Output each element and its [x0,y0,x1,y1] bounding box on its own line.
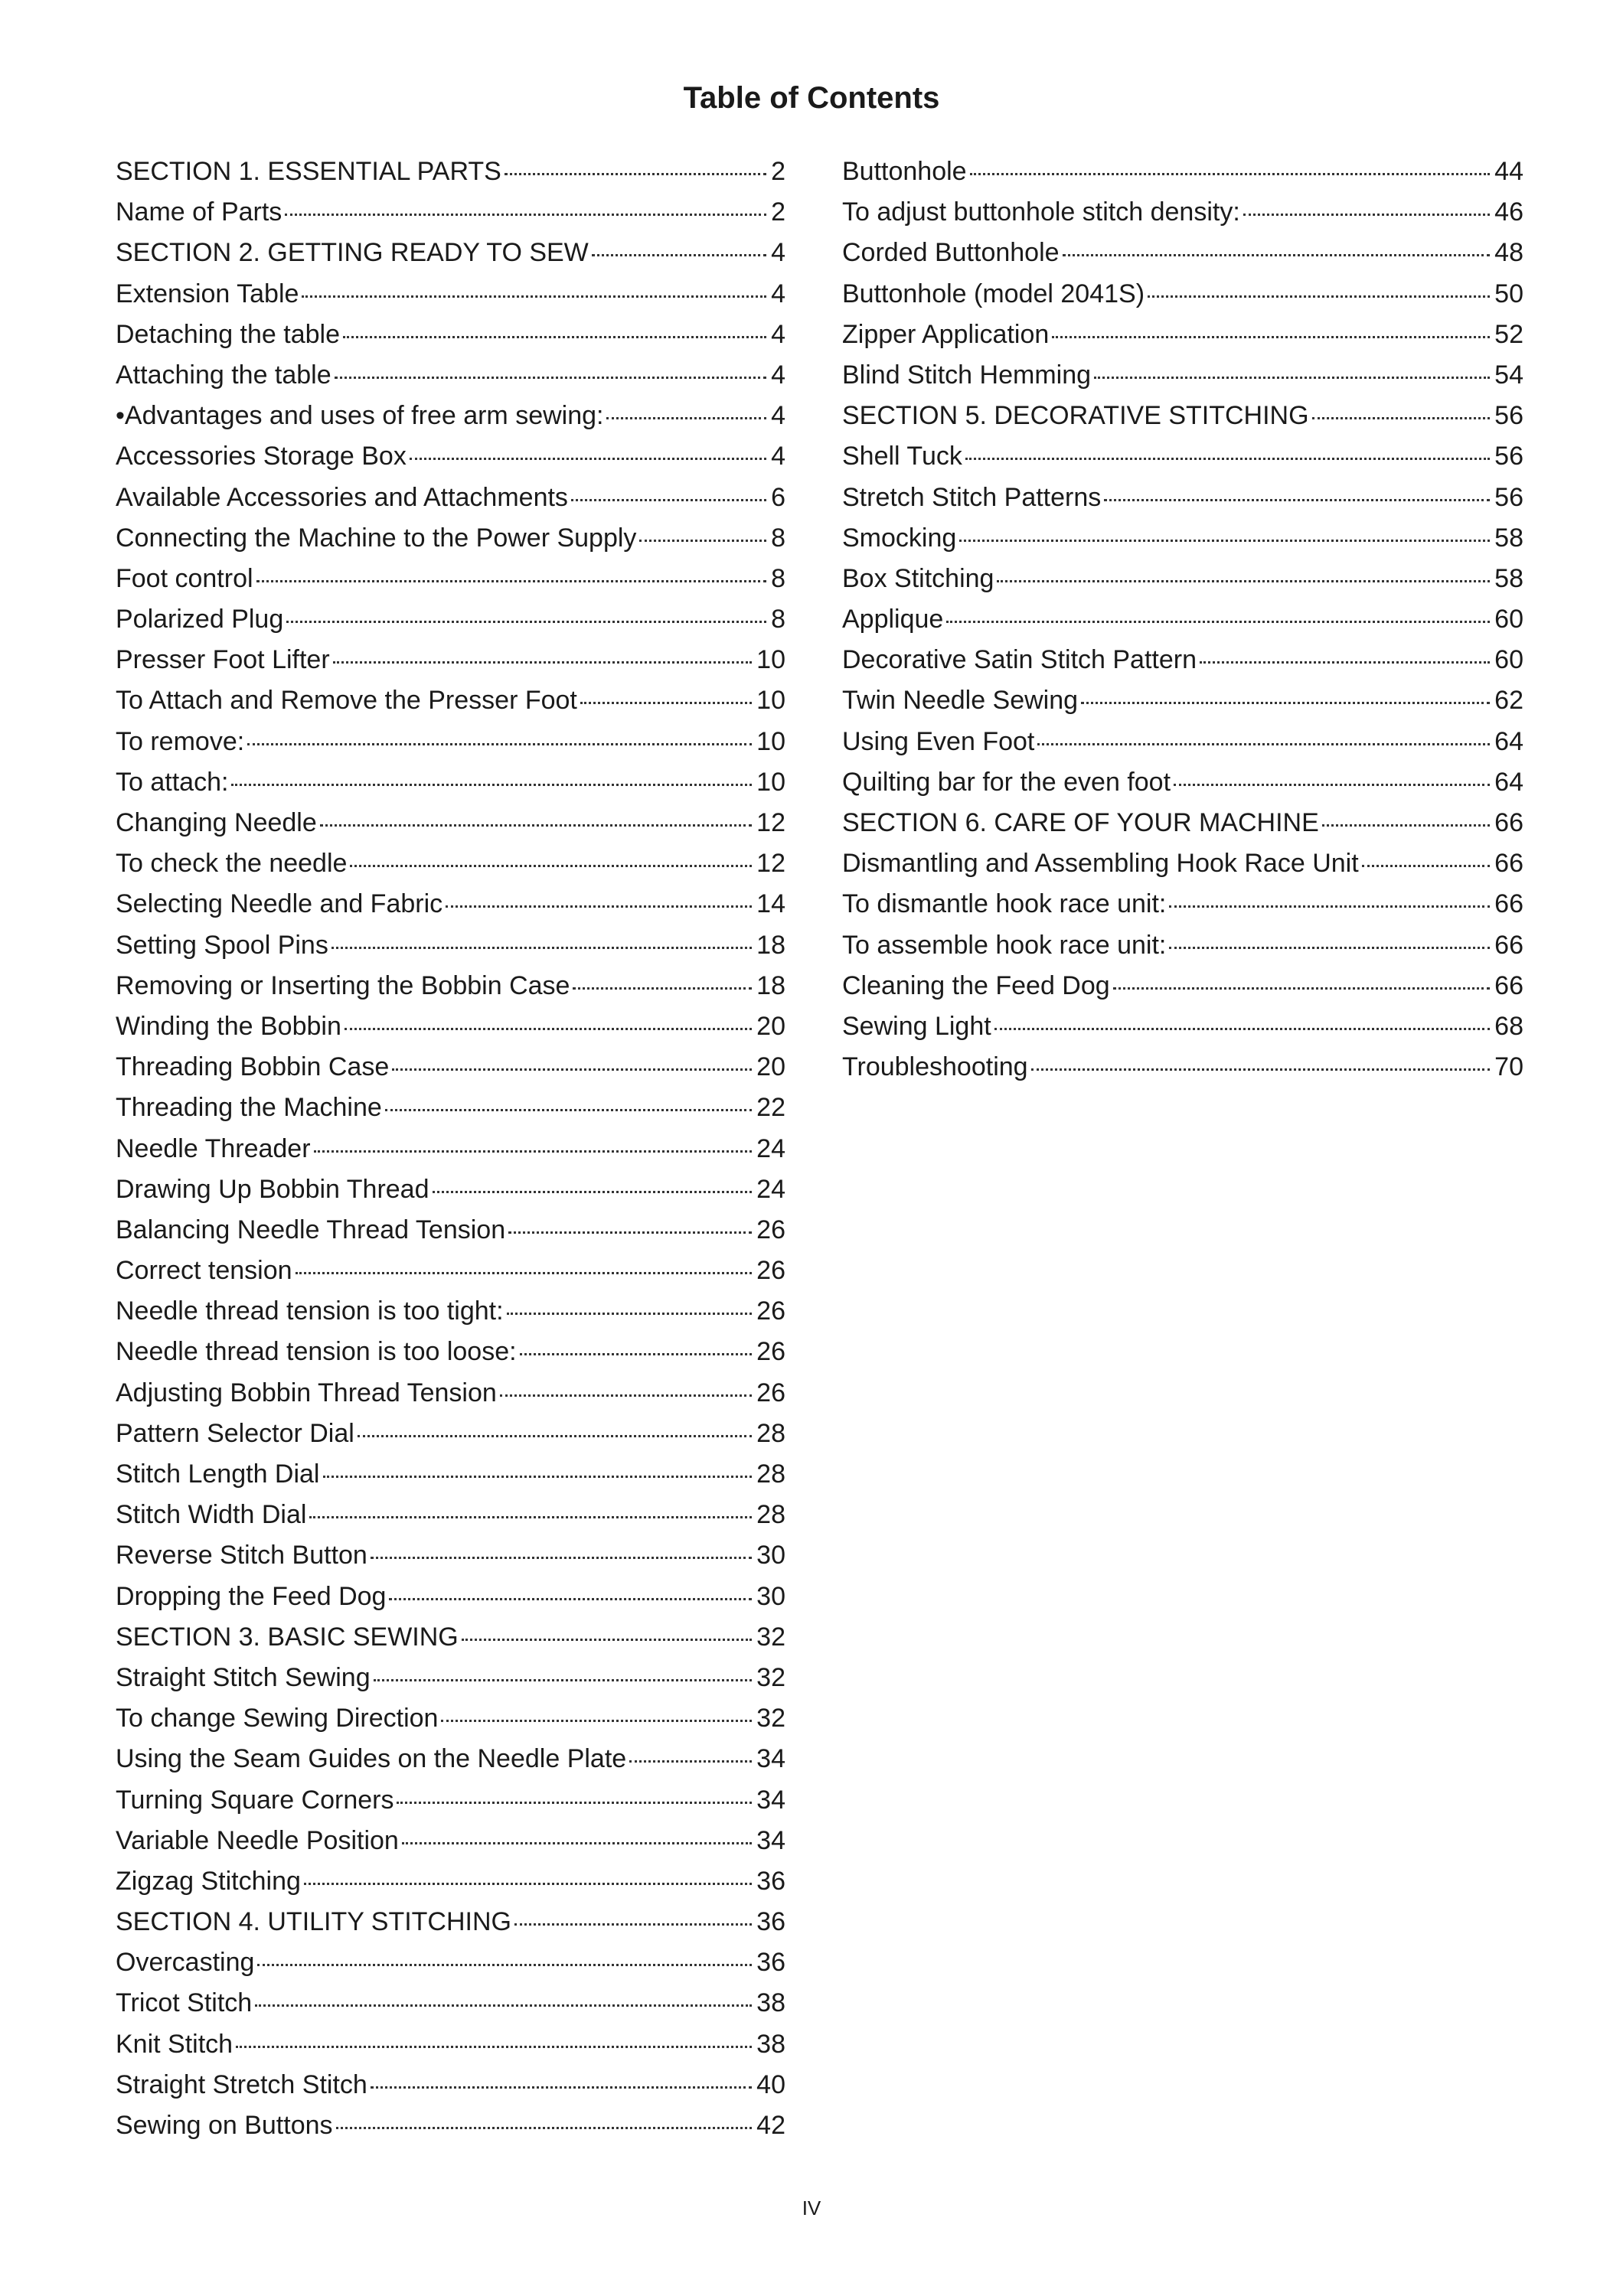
toc-entry [116,1210,785,1251]
toc-entry-label: Drawing Up Bobbin Thread [116,1174,429,1204]
toc-entry-page: 12 [756,808,785,837]
toc-entry-page: 28 [756,1418,785,1448]
toc-entry-page: 54 [1494,360,1523,390]
dot-leader [606,417,766,419]
dot-leader [1081,702,1490,704]
dot-leader [1052,336,1490,338]
page-title: Table of Contents [683,81,940,115]
toc-entry-page: 18 [756,930,785,960]
toc-entry-page: 66 [1494,808,1523,837]
toc-entry-page: 18 [756,970,785,1000]
dot-leader [1200,661,1490,664]
toc-entry [116,1902,785,1942]
toc-entry-label: Setting Spool Pins [116,930,328,960]
toc-entry-label: Detaching the table [116,319,340,349]
toc-entry-label: Threading the Machine [116,1093,382,1123]
toc-entry-label: Straight Stretch Stitch [116,2069,367,2099]
toc-entry [116,1698,785,1739]
toc-entry [116,2105,785,2146]
dot-leader [959,540,1490,542]
toc-entry-label: Twin Needle Sewing [842,686,1079,716]
toc-entry-label: Available Accessories and Attachments [116,482,568,512]
toc-entry [116,722,785,762]
dot-leader [507,1313,753,1315]
toc-entry [116,559,785,599]
toc-entry [842,884,1523,925]
toc-entry [116,2065,785,2105]
toc-entry [842,315,1523,355]
toc-entry-label: Overcasting [116,1948,255,1978]
toc-entry-label: Attaching the table [116,360,331,390]
toc-entry-page: 66 [1494,970,1523,1000]
toc-entry-page: 58 [1494,563,1523,593]
toc-entry [116,1577,785,1617]
dot-leader [997,580,1490,582]
toc-entry-label: Stitch Width Dial [116,1500,307,1530]
dot-leader [1037,743,1490,745]
dot-leader [580,702,752,704]
toc-entry [116,884,785,925]
toc-entry [116,315,785,355]
toc-entry [116,966,785,1006]
toc-entry [116,1617,785,1658]
dot-leader [302,295,766,298]
dot-leader [1174,784,1490,786]
toc-entry [842,1006,1523,1047]
toc-entry-page: 58 [1494,523,1523,553]
toc-entry [116,518,785,559]
toc-entry [842,355,1523,396]
toc-entry-label: Buttonhole [842,157,967,186]
dot-leader [508,1231,752,1234]
toc-entry [116,1291,785,1332]
toc-entry-page: 10 [756,645,785,675]
toc-entry [116,478,785,518]
toc-entry [116,396,785,436]
toc-entry-page: 34 [756,1825,785,1855]
toc-entry-label: To assemble hook race unit: [842,930,1167,960]
dot-leader [571,499,766,501]
toc-entry-label: To change Sewing Direction [116,1704,439,1733]
toc-entry-label: To check the needle [116,849,348,879]
dot-leader [1362,865,1491,867]
dot-leader [323,1476,753,1478]
toc-entry [842,436,1523,477]
toc-entry-label: Decorative Satin Stitch Pattern [842,645,1197,675]
toc-entry-page: 34 [756,1785,785,1815]
toc-entry [116,192,785,233]
toc-entry-label: Shell Tuck [842,442,962,471]
toc-right-column [842,152,1523,1088]
toc-entry-label: Extension Table [116,279,299,308]
toc-entry [116,843,785,884]
toc-entry [116,1495,785,1535]
toc-entry [116,436,785,477]
dot-leader [410,458,766,460]
toc-entry-page: 52 [1494,319,1523,349]
dot-leader [320,824,752,827]
toc-entry-page: 48 [1494,238,1523,268]
toc-entry [842,518,1523,559]
dot-leader [331,947,752,949]
toc-entry-label: To adjust buttonhole stitch density: [842,197,1240,227]
toc-entry-page: 62 [1494,686,1523,716]
dot-leader [402,1842,752,1844]
toc-entry-label: Troubleshooting [842,1052,1028,1082]
toc-entry-page: 6 [771,482,785,512]
dot-leader [639,540,766,542]
dot-leader [505,173,766,175]
toc-entry-page: 64 [1494,767,1523,797]
toc-entry-label: Polarized Plug [116,605,284,634]
toc-entry-label: SECTION 3. BASIC SEWING [116,1622,459,1652]
toc-entry [842,599,1523,640]
toc-entry-page: 38 [756,1988,785,2018]
toc-entry-page: 32 [756,1662,785,1692]
toc-entry-label: Zigzag Stitching [116,1866,301,1896]
toc-entry [842,396,1523,436]
dot-leader [500,1394,752,1397]
dot-leader [385,1109,752,1111]
dot-leader [358,1435,752,1437]
toc-entry-page: 20 [756,1052,785,1082]
toc-entry-label: Turning Square Corners [116,1785,394,1815]
dot-leader [343,336,766,338]
toc-entry-label: Applique [842,605,944,634]
toc-entry-page: 28 [756,1500,785,1530]
toc-entry [842,274,1523,315]
toc-entry-page: 36 [756,1866,785,1896]
toc-entry [116,1861,785,1902]
toc-entry-label: Accessories Storage Box [116,442,407,471]
toc-entry [116,1658,785,1698]
toc-entry-page: 4 [771,401,785,431]
toc-entry [116,1047,785,1088]
dot-leader [374,1679,753,1681]
toc-left-column [116,152,785,2146]
dot-leader [520,1353,753,1355]
toc-entry-page: 28 [756,1459,785,1489]
toc-entry [116,1006,785,1047]
dot-leader [573,987,752,990]
toc-entry-page: 56 [1494,401,1523,431]
toc-entry-page: 2 [771,197,785,227]
toc-entry-page: 36 [756,1948,785,1978]
toc-entry-label: To attach: [116,767,229,797]
toc-entry [116,152,785,192]
toc-entry-page: 2 [771,157,785,186]
dot-leader [1312,417,1491,419]
toc-entry-label: Changing Needle [116,808,317,837]
toc-entry [842,152,1523,192]
dot-leader [1243,214,1490,216]
toc-entry-page: 4 [771,360,785,390]
toc-entry-label: Name of Parts [116,197,282,227]
toc-entry [116,1821,785,1861]
dot-leader [255,2004,752,2007]
toc-entry [842,843,1523,884]
toc-entry-page: 30 [756,1541,785,1570]
toc-entry [116,1454,785,1495]
toc-entry-page: 60 [1494,645,1523,675]
toc-entry [842,192,1523,233]
dot-leader [389,1598,752,1600]
dot-leader [446,905,752,908]
dot-leader [462,1639,752,1641]
toc-entry-label: Corded Buttonhole [842,238,1060,268]
toc-entry [842,803,1523,843]
toc-entry-label: Cleaning the Feed Dog [842,970,1110,1000]
toc-entry-label: To remove: [116,726,245,756]
dot-leader [965,458,1490,460]
toc-entry [116,1780,785,1821]
toc-entry-label: Pattern Selector Dial [116,1418,354,1448]
toc-entry-page: 8 [771,605,785,634]
dot-leader [1031,1068,1491,1071]
toc-entry [842,640,1523,680]
toc-entry-page: 4 [771,238,785,268]
toc-entry-label: Stitch Length Dial [116,1459,320,1489]
dot-leader [309,1516,752,1518]
toc-entry-label: Needle Threader [116,1133,311,1163]
dot-leader [247,743,752,745]
toc-entry-page: 36 [756,1907,785,1937]
toc-entry-page: 42 [756,2111,785,2140]
toc-entry-page: 8 [771,563,785,593]
toc-entry-label: Using the Seam Guides on the Needle Plate [116,1744,627,1774]
toc-entry-page: 38 [756,2029,785,2059]
toc-entry [116,1129,785,1169]
toc-entry [116,1983,785,2024]
dot-leader [231,784,752,786]
toc-entry-page: 4 [771,279,785,308]
toc-entry-label: To dismantle hook race unit: [842,889,1167,919]
dot-leader [333,661,753,664]
toc-entry [842,1047,1523,1088]
toc-entry [116,1373,785,1414]
toc-entry-label: SECTION 2. GETTING READY TO SEW [116,238,589,268]
toc-entry-label: Adjusting Bobbin Thread Tension [116,1378,497,1407]
toc-entry-label: Zipper Application [842,319,1050,349]
dot-leader [335,377,766,379]
toc-entry-page: 56 [1494,442,1523,471]
toc-entry [116,1535,785,1576]
dot-leader [592,254,766,256]
dot-leader [1169,905,1490,908]
dot-leader [350,865,752,867]
dot-leader [1104,499,1490,501]
toc-entry-label: Threading Bobbin Case [116,1052,390,1082]
toc-entry-page: 26 [756,1337,785,1367]
dot-leader [994,1028,1490,1030]
toc-entry [116,680,785,721]
dot-leader [296,1272,753,1274]
toc-entry [116,1739,785,1779]
toc-entry-page: 32 [756,1622,785,1652]
toc-entry-page: 26 [756,1215,785,1244]
toc-entry-page: 40 [756,2069,785,2099]
dot-leader [314,1150,753,1153]
toc-entry-page: 26 [756,1256,785,1286]
toc-entry-page: 46 [1494,197,1523,227]
toc-entry-page: 8 [771,523,785,553]
toc-entry-label: Knit Stitch [116,2029,233,2059]
dot-leader [514,1923,752,1926]
toc-entry [842,478,1523,518]
toc-entry-label: To Attach and Remove the Presser Foot [116,686,577,716]
toc-entry-label: Box Stitching [842,563,994,593]
dot-leader [1169,947,1490,949]
dot-leader [1113,987,1490,990]
toc-entry [116,274,785,315]
toc-entry-page: 66 [1494,889,1523,919]
toc-entry [116,803,785,843]
toc-entry-page: 26 [756,1378,785,1407]
toc-entry-page: 24 [756,1174,785,1204]
dot-leader [286,621,766,623]
toc-entry [116,925,785,966]
toc-entry [116,355,785,396]
toc-entry-label: Stretch Stitch Patterns [842,482,1102,512]
toc-entry-page: 50 [1494,279,1523,308]
dot-leader [1094,377,1490,379]
toc-entry-label: Straight Stitch Sewing [116,1662,371,1692]
dot-leader [371,2086,752,2089]
toc-entry-label: Balancing Needle Thread Tension [116,1215,506,1244]
toc-entry-label: Sewing Light [842,1011,991,1041]
toc-entry-label: Buttonhole (model 2041S) [842,279,1145,308]
toc-entry-page: 26 [756,1296,785,1326]
toc-entry-page: 70 [1494,1052,1523,1082]
dot-leader [336,2127,753,2129]
toc-entry [116,640,785,680]
toc-entry [116,599,785,640]
toc-entry-page: 30 [756,1581,785,1611]
toc-entry-label: Removing or Inserting the Bobbin Case [116,970,570,1000]
toc-entry [116,1942,785,1983]
toc-entry-page: 66 [1494,849,1523,879]
dot-leader [392,1068,752,1071]
toc-entry-label: Foot control [116,563,253,593]
dot-leader [433,1191,753,1193]
toc-entry [116,1088,785,1128]
dot-leader [257,1964,752,1966]
toc-entry-page: 10 [756,686,785,716]
dot-leader [441,1720,752,1722]
toc-entry-page: 60 [1494,605,1523,634]
toc-entry-page: 10 [756,726,785,756]
toc-entry-page: 34 [756,1744,785,1774]
toc-entry [842,925,1523,966]
toc-entry-page: 4 [771,442,785,471]
dot-leader [1063,254,1491,256]
toc-entry-label: Winding the Bobbin [116,1011,341,1041]
toc-entry [842,762,1523,803]
toc-entry-label: •Advantages and uses of free arm sewing: [116,401,604,431]
toc-entry-page: 32 [756,1704,785,1733]
toc-entry [116,1169,785,1210]
toc-entry-label: Selecting Needle and Fabric [116,889,443,919]
toc-entry-label: Dismantling and Assembling Hook Race Unit [842,849,1359,879]
dot-leader [1322,824,1490,827]
toc-entry-label: SECTION 6. CARE OF YOUR MACHINE [842,808,1319,837]
toc-entry-page: 4 [771,319,785,349]
dot-leader [397,1802,752,1804]
toc-entry [842,680,1523,721]
toc-entry-page: 44 [1494,157,1523,186]
toc-entry-label: Reverse Stitch Button [116,1541,367,1570]
toc-entry [116,2024,785,2065]
dot-leader [1148,295,1490,298]
toc-entry-label: SECTION 5. DECORATIVE STITCHING [842,401,1309,431]
toc-entry-page: 68 [1494,1011,1523,1041]
dot-leader [304,1883,752,1885]
dot-leader [345,1028,752,1030]
toc-entry-label: Dropping the Feed Dog [116,1581,387,1611]
toc-entry [116,762,785,803]
toc-entry-label: SECTION 4. UTILITY STITCHING [116,1907,511,1937]
toc-entry [842,233,1523,273]
toc-entry-page: 12 [756,849,785,879]
toc-entry-label: Sewing on Buttons [116,2111,333,2140]
toc-entry-page: 14 [756,889,785,919]
page-number: IV [802,2197,821,2219]
toc-entry-page: 24 [756,1133,785,1163]
toc-entry-label: Using Even Foot [842,726,1035,756]
toc-entry [842,559,1523,599]
toc-entry-label: Connecting the Machine to the Power Supply [116,523,637,553]
toc-entry [116,233,785,273]
toc-entry-label: Correct tension [116,1256,292,1286]
dot-leader [256,580,767,582]
toc-entry-label: Quilting bar for the even foot [842,767,1171,797]
toc-entry [842,722,1523,762]
dot-leader [970,173,1491,175]
toc-entry-label: Needle thread tension is too tight: [116,1296,504,1326]
dot-leader [236,2046,752,2048]
toc-entry-label: Variable Needle Position [116,1825,399,1855]
dot-leader [285,214,766,216]
toc-entry [116,1414,785,1454]
toc-entry-page: 66 [1494,930,1523,960]
toc-entry-page: 22 [756,1093,785,1123]
dot-leader [371,1557,752,1559]
dot-leader [629,1760,752,1763]
toc-entry-label: SECTION 1. ESSENTIAL PARTS [116,157,501,186]
toc-entry-page: 20 [756,1011,785,1041]
toc-entry-label: Tricot Stitch [116,1988,253,2018]
toc-entry-label: Blind Stitch Hemming [842,360,1092,390]
toc-entry [116,1251,785,1291]
dot-leader [946,621,1490,623]
toc-entry-page: 64 [1494,726,1523,756]
toc-entry-label: Smocking [842,523,957,553]
toc-entry-page: 56 [1494,482,1523,512]
toc-entry [116,1332,785,1372]
toc-entry [842,966,1523,1006]
toc-entry-page: 10 [756,767,785,797]
toc-entry-label: Presser Foot Lifter [116,645,330,675]
toc-entry-label: Needle thread tension is too loose: [116,1337,517,1367]
